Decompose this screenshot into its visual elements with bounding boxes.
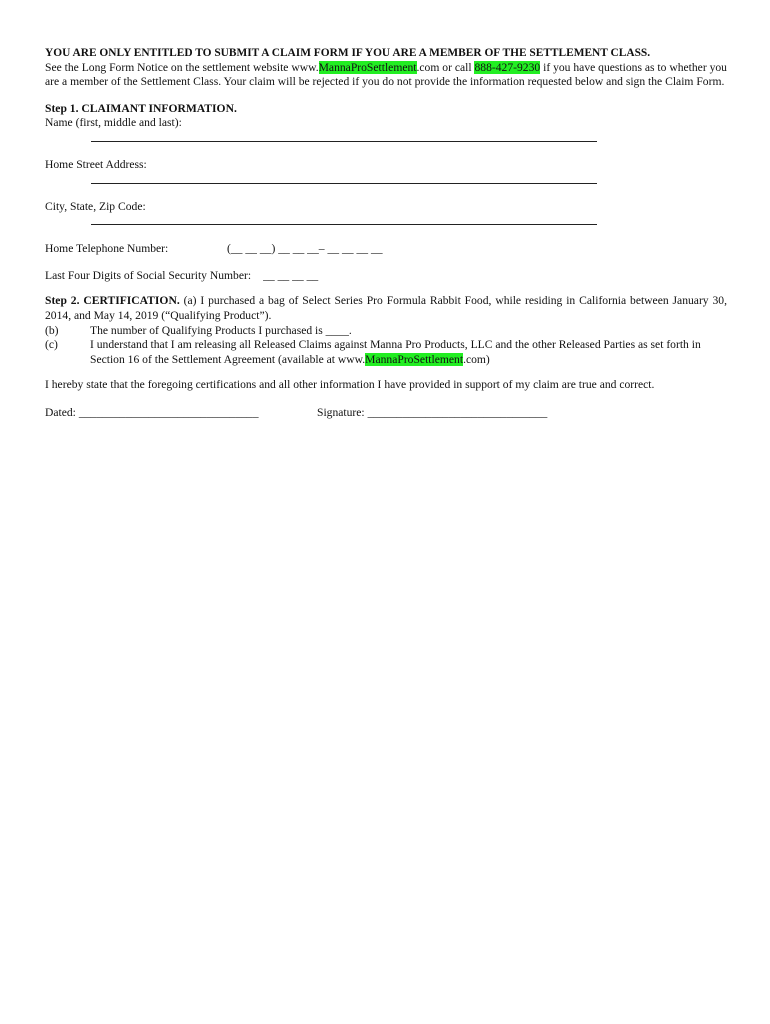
certification-statement: I hereby state that the foregoing certifications and all other information I have provided in support of my claim are true and correct. xyxy=(45,378,655,392)
address-field[interactable] xyxy=(91,173,597,184)
intro-paragraph xyxy=(45,61,727,90)
ssn-row xyxy=(45,269,727,284)
step2-item-b xyxy=(45,324,727,339)
address-label: Home Street Address: xyxy=(45,157,147,171)
settlement-website-link[interactable]: MannaProSettlement xyxy=(318,60,417,74)
agreement-website-link[interactable]: MannaProSettlement xyxy=(365,352,464,366)
item-c-text-1: I understand that I am releasing all Released Claims against Manna Pro Products, LLC and the other Released Parties as set forth in Section 16 of the Settlement Agreement (available at www. xyxy=(90,338,701,366)
intro-text-3: if you have questions as to whether you are a member of the Settlement Class. Your claim will be rejected if you do not provide the information requested below and sign the Claim Form. xyxy=(45,60,727,89)
phone-number-link[interactable]: 888-427-9230 xyxy=(474,60,541,74)
telephone-label: Home Telephone Number: xyxy=(45,242,169,256)
telephone-row xyxy=(45,242,727,257)
signature-field[interactable]: _______________________________ xyxy=(367,405,548,419)
step2-item-c xyxy=(45,338,727,367)
name-field[interactable] xyxy=(91,131,597,142)
city-state-zip-label: City, State, Zip Code: xyxy=(45,199,146,213)
claim-form xyxy=(45,46,727,421)
step1-heading: Step 1. CLAIMANT INFORMATION. xyxy=(45,101,237,115)
intro-text-1: See the Long Form Notice on the settlement website www. xyxy=(45,60,319,74)
item-b-text: The number of Qualifying Products I purchased is ____. xyxy=(90,323,352,337)
ssn-field[interactable]: __ __ __ __ xyxy=(263,268,319,282)
signature-label: Signature: xyxy=(317,405,368,419)
name-label: Name (first, middle and last): xyxy=(45,116,182,130)
telephone-field[interactable]: (__ __ __) __ __ __– __ __ __ __ xyxy=(227,242,383,256)
dated-group xyxy=(45,406,317,421)
step2-heading: Step 2. CERTIFICATION. xyxy=(45,294,180,308)
step2-item-a xyxy=(45,294,727,323)
city-state-zip-field[interactable] xyxy=(91,214,597,225)
signature-group xyxy=(317,406,547,421)
item-c-text xyxy=(90,338,727,367)
eligibility-heading: YOU ARE ONLY ENTITLED TO SUBMIT A CLAIM FORM IF YOU ARE A MEMBER OF THE SETTLEMENT CLASS. xyxy=(45,47,651,59)
item-c-text-2: .com) xyxy=(463,352,490,366)
ssn-label: Last Four Digits of Social Security Number: xyxy=(45,268,252,282)
dated-label: Dated: xyxy=(45,405,79,419)
dated-field[interactable]: _______________________________ xyxy=(78,405,259,419)
item-c-key: (c) xyxy=(45,338,58,352)
signoff-row xyxy=(45,406,727,421)
step2-item-a-text: (a) I purchased a bag of Select Series Pro Formula Rabbit Food, while residing in California between January 30, 2014, and May 14, 2019 (“Qualifying Product”). xyxy=(45,294,727,322)
intro-text-2: .com or call xyxy=(416,60,475,74)
item-b-key: (b) xyxy=(45,323,59,337)
